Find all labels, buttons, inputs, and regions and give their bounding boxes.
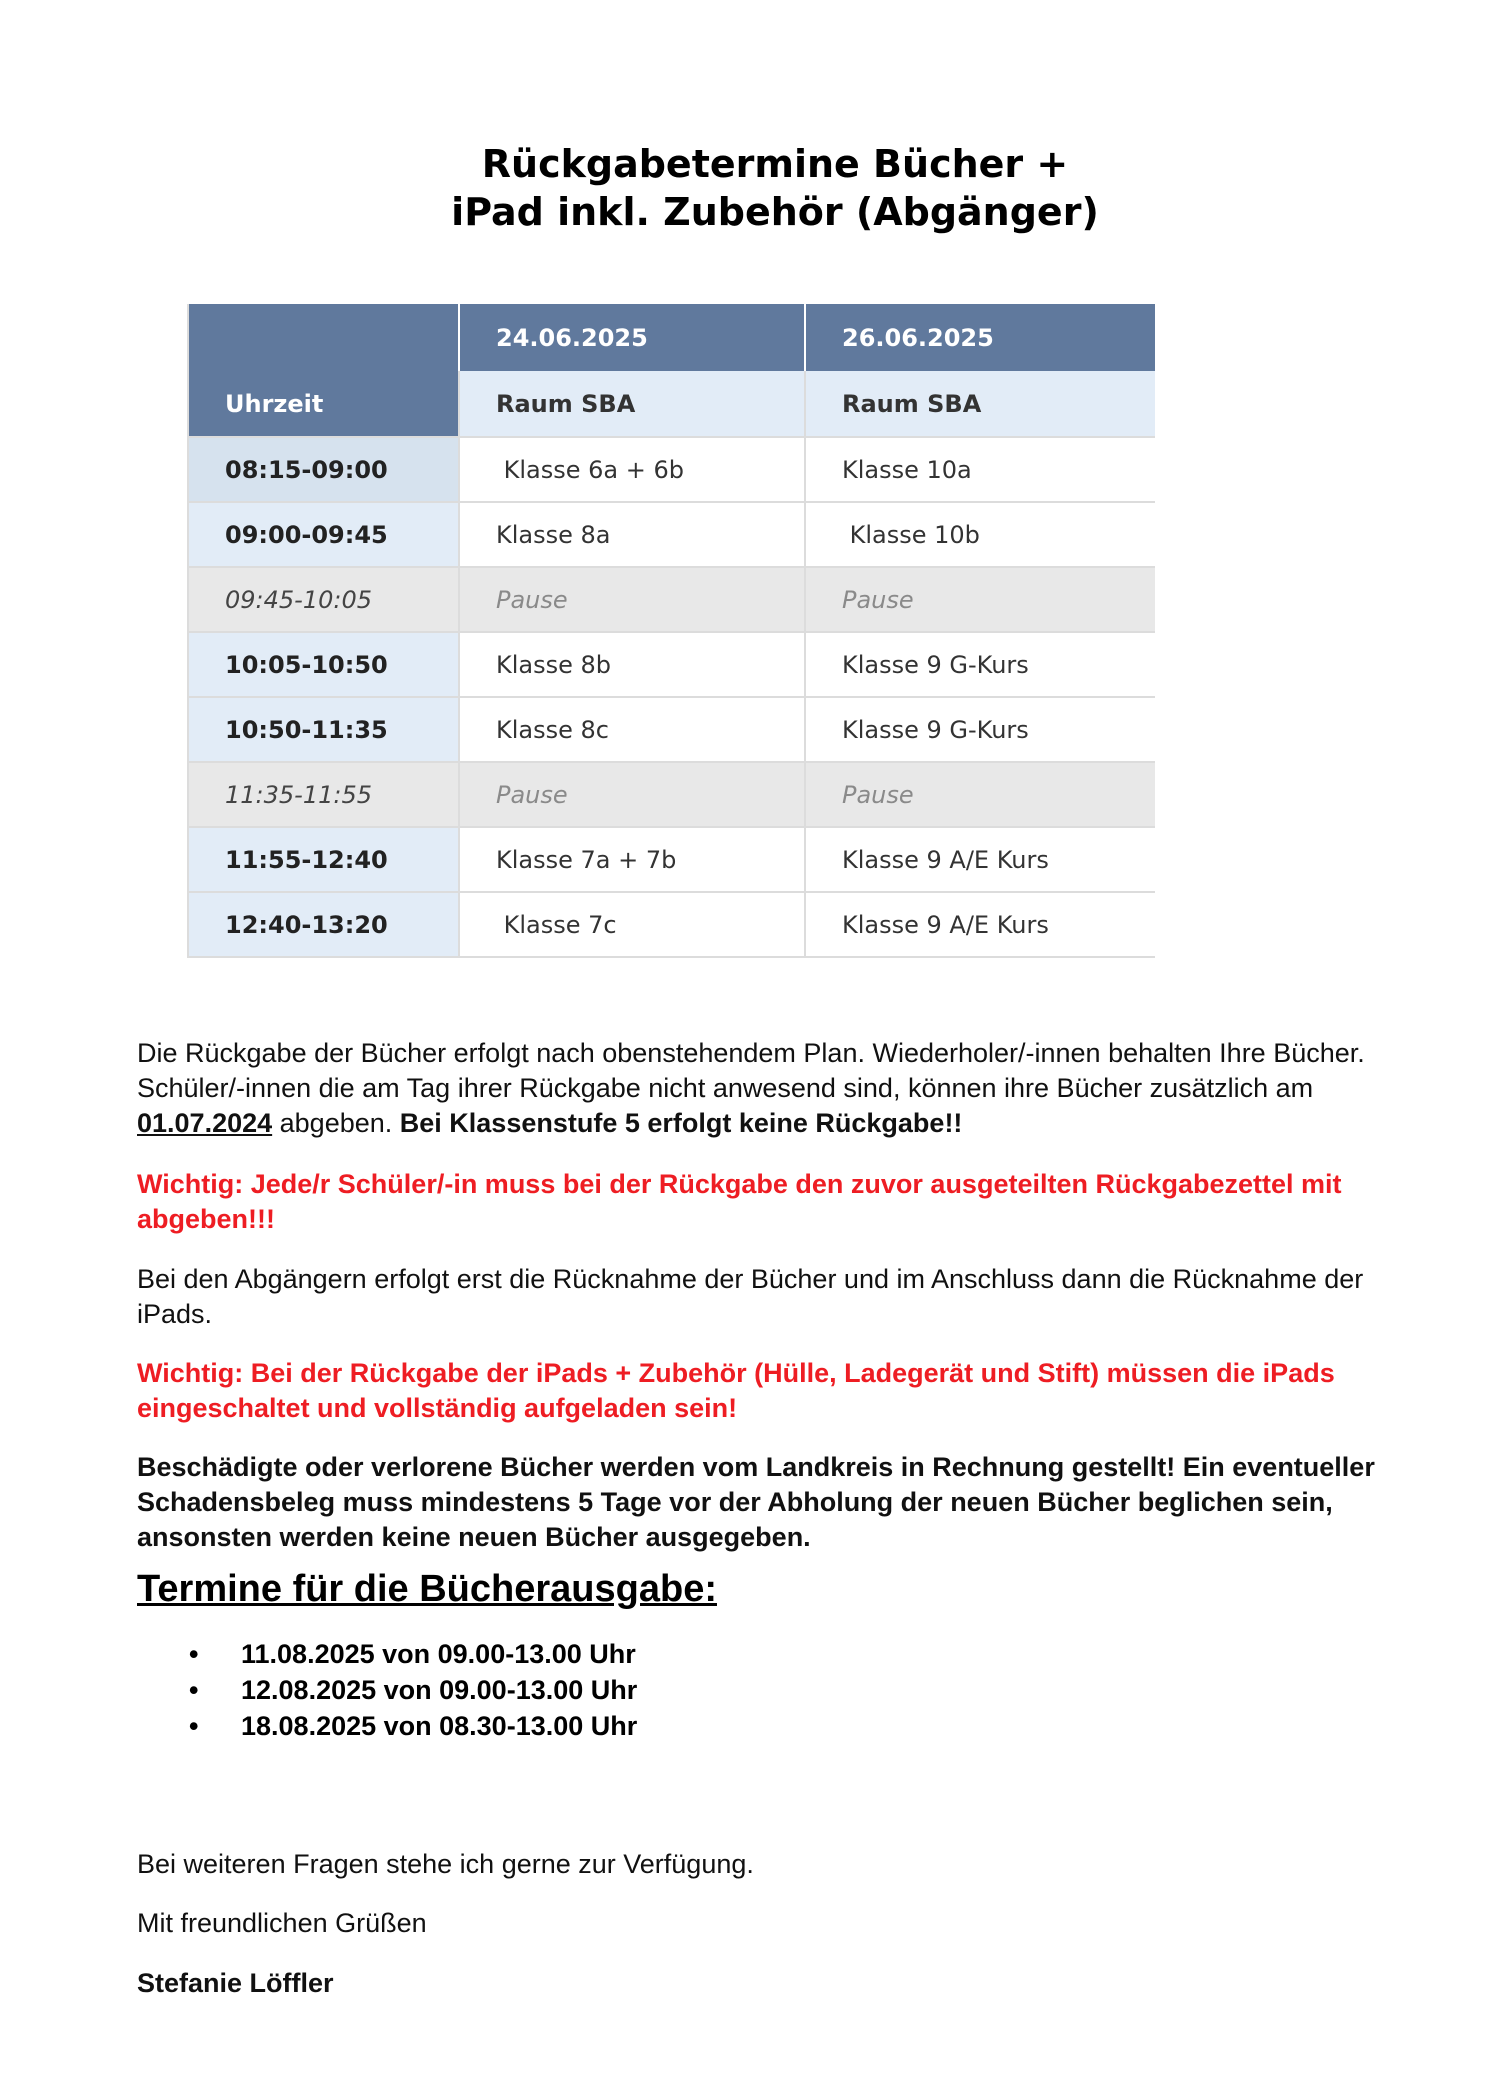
time-cell: 10:50-11:35 — [188, 697, 459, 762]
class-cell: Klasse 8a — [459, 502, 805, 567]
pause-cell: Pause — [805, 762, 1155, 827]
list-item — [137, 1708, 637, 1744]
table-row — [188, 632, 1155, 697]
class-cell: Klasse 9 A/E Kurs — [805, 827, 1155, 892]
return-info-paragraph — [137, 1036, 1427, 1141]
warning-ipad-charged: Wichtig: Bei der Rückgabe der iPads + Zubehör (Hülle, Ladegerät und Stift) müssen die iPads eingeschaltet und vollständig aufgeladen sein! — [137, 1358, 1335, 1423]
document-title — [0, 140, 1496, 236]
class-cell: Klasse 9 G-Kurs — [805, 697, 1155, 762]
header-date-1: 24.06.2025 — [459, 304, 805, 371]
table-header-row — [188, 304, 1155, 371]
damage-info-paragraph: Beschädigte oder verlorene Bücher werden vom Landkreis in Rechnung gestellt! Ein eventueller Schadensbeleg muss mindestens 5 Tage vor der Abholung der neuen Bücher beglichen sein, ansonsten werden keine neuen Bücher ausgegeben. — [137, 1452, 1375, 1552]
class-cell: Klasse 9 G-Kurs — [805, 632, 1155, 697]
bullet-icon: • — [189, 1639, 199, 1669]
distribution-dates-heading: Termine für die Bücherausgabe: — [137, 1568, 717, 1610]
class-cell: Klasse 8c — [459, 697, 805, 762]
date-text: 11.08.2025 von 09.00-13.00 Uhr — [241, 1639, 636, 1669]
list-item — [137, 1636, 637, 1672]
bullet-icon: • — [189, 1711, 199, 1741]
closing-greeting: Mit freundlichen Grüßen — [137, 1908, 427, 1938]
header-date-2: 26.06.2025 — [805, 304, 1155, 371]
class-cell: Klasse 8b — [459, 632, 805, 697]
pause-cell: Pause — [805, 567, 1155, 632]
class-cell: Klasse 9 A/E Kurs — [805, 892, 1155, 957]
bullet-icon: • — [189, 1675, 199, 1705]
subheader-room-2: Raum SBA — [805, 371, 1155, 437]
time-cell: 08:15-09:00 — [188, 437, 459, 502]
table-row — [188, 892, 1155, 957]
date-text: 18.08.2025 von 08.30-13.00 Uhr — [241, 1711, 638, 1741]
class-cell: Klasse 7c — [459, 892, 805, 957]
table-row — [188, 697, 1155, 762]
table-row-pause — [188, 762, 1155, 827]
return-info-text-2: abgeben. — [272, 1108, 400, 1138]
return-info-text: Die Rückgabe der Bücher erfolgt nach obenstehendem Plan. Wiederholer/-innen behalten Ihre Bücher. Schüler/-innen die am Tag ihrer Rückgabe nicht anwesend sind, können ihre Bücher zusätzlich am — [137, 1038, 1365, 1103]
time-cell: 09:00-09:45 — [188, 502, 459, 567]
class-cell: Klasse 7a + 7b — [459, 827, 805, 892]
table-row-pause — [188, 567, 1155, 632]
time-cell: 09:45-10:05 — [188, 567, 459, 632]
subheader-room-1: Raum SBA — [459, 371, 805, 437]
time-cell: 11:35-11:55 — [188, 762, 459, 827]
closing-questions: Bei weiteren Fragen stehe ich gerne zur Verfügung. — [137, 1849, 754, 1879]
graduates-info-paragraph: Bei den Abgängern erfolgt erst die Rücknahme der Bücher und im Anschluss dann die Rücknahme der iPads. — [137, 1264, 1364, 1329]
time-cell: 12:40-13:20 — [188, 892, 459, 957]
class-cell: Klasse 10b — [805, 502, 1155, 567]
pause-cell: Pause — [459, 762, 805, 827]
class-cell: Klasse 10a — [805, 437, 1155, 502]
signature-name: Stefanie Löffler — [137, 1968, 334, 1998]
subheader-time: Uhrzeit — [188, 371, 459, 437]
warning-return-slip: Wichtig: Jede/r Schüler/-in muss bei der Rückgabe den zuvor ausgeteilten Rückgabezettel mit abgeben!!! — [137, 1169, 1342, 1234]
time-cell: 10:05-10:50 — [188, 632, 459, 697]
table-row — [188, 437, 1155, 502]
title-line-1: Rückgabetermine Bücher + — [481, 142, 1069, 186]
no-return-class5-note: Bei Klassenstufe 5 erfolgt keine Rückgabe!! — [399, 1108, 963, 1138]
table-subheader-row — [188, 371, 1155, 437]
schedule-table — [187, 304, 1155, 958]
pause-cell: Pause — [459, 567, 805, 632]
table-row — [188, 827, 1155, 892]
title-line-2: iPad inkl. Zubehör (Abgänger) — [451, 190, 1099, 234]
alternate-return-date: 01.07.2024 — [137, 1108, 273, 1138]
list-item — [137, 1672, 637, 1708]
class-cell: Klasse 6a + 6b — [459, 437, 805, 502]
time-cell: 11:55-12:40 — [188, 827, 459, 892]
distribution-dates-list — [137, 1636, 637, 1744]
date-text: 12.08.2025 von 09.00-13.00 Uhr — [241, 1675, 638, 1705]
header-empty-cell — [188, 304, 459, 371]
table-row — [188, 502, 1155, 567]
